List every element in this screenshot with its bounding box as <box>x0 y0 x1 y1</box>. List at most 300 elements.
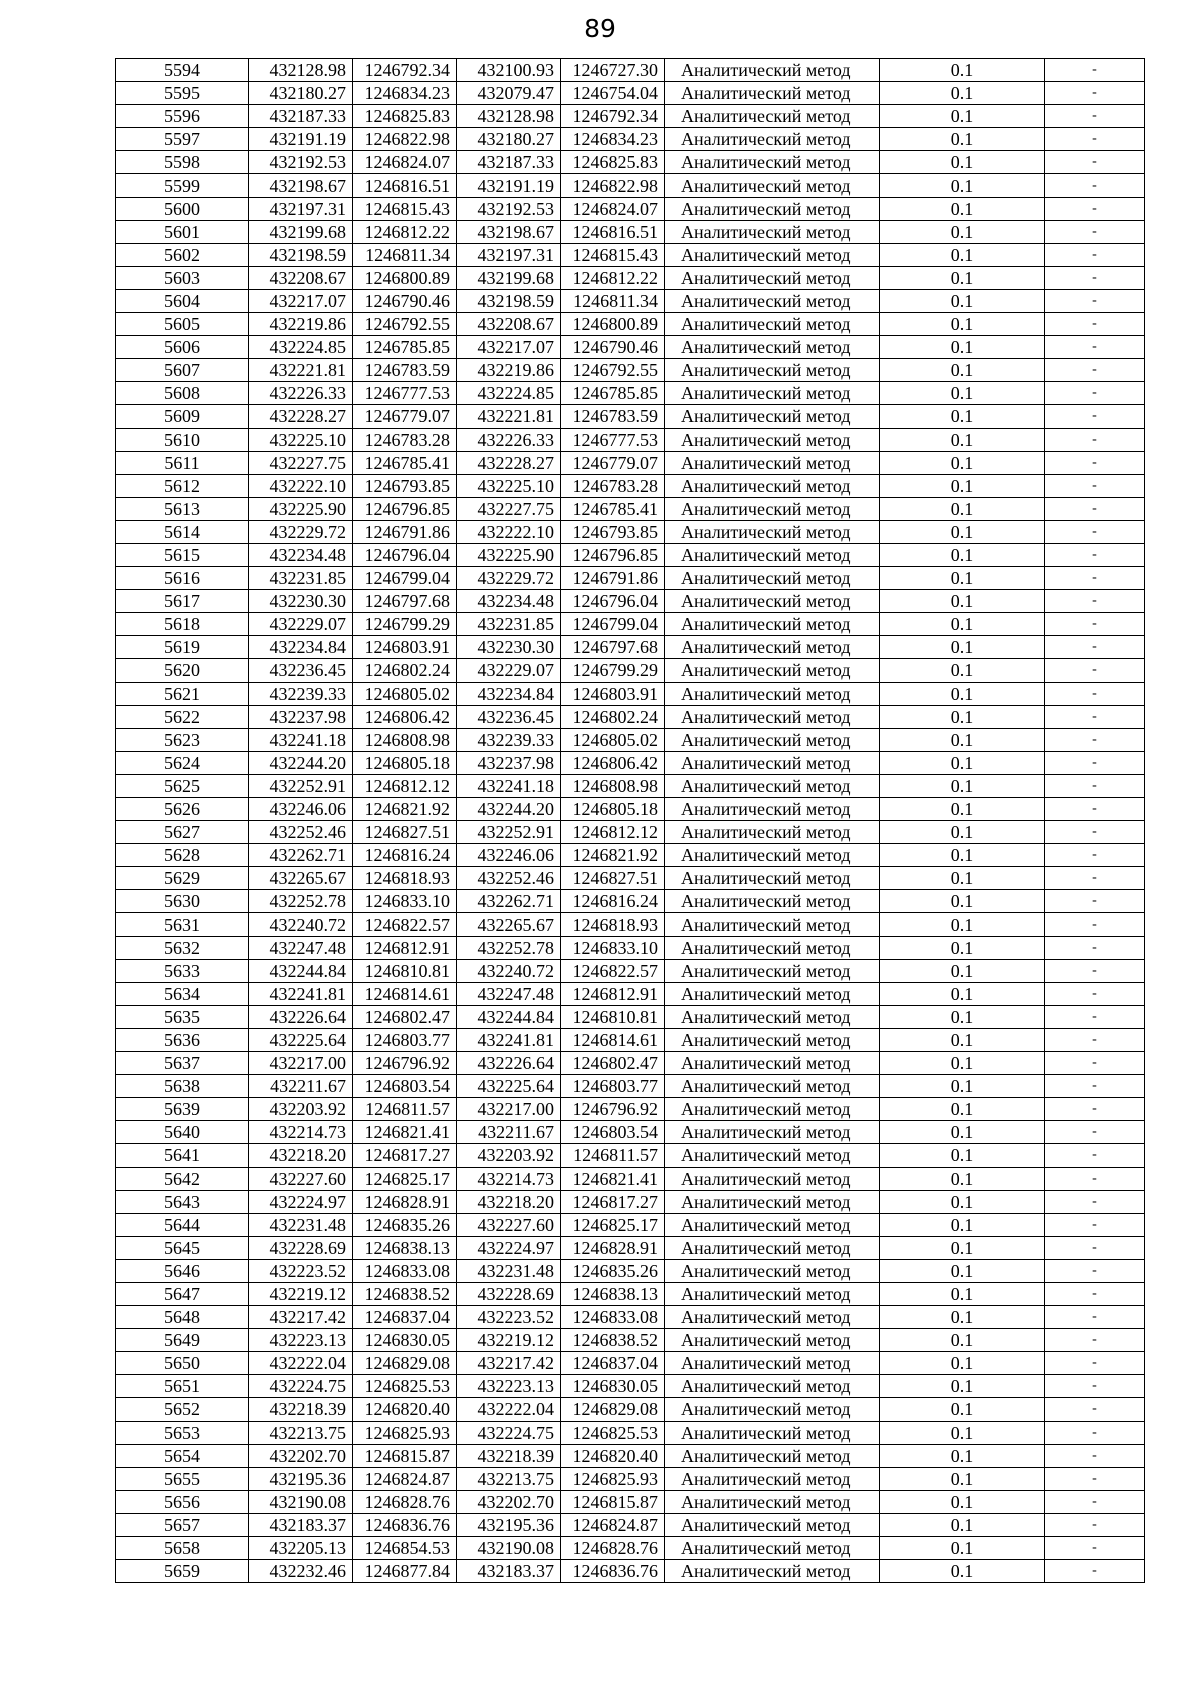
y-coordinate-cell: 1246803.54 <box>353 1075 457 1098</box>
accuracy-cell: 0.1 <box>880 1028 1045 1051</box>
table-row <box>116 336 1145 359</box>
y-coordinate-cell: 1246854.53 <box>353 1537 457 1560</box>
point-number-cell: 5602 <box>116 243 249 266</box>
prev-y-coordinate-cell: 1246812.22 <box>561 266 665 289</box>
method-cell: Аналитический метод <box>665 1513 880 1536</box>
note-cell: - <box>1045 774 1145 797</box>
note-cell: - <box>1045 936 1145 959</box>
x-coordinate-cell: 432252.78 <box>249 890 353 913</box>
prev-y-coordinate-cell: 1246817.27 <box>561 1190 665 1213</box>
accuracy-cell: 0.1 <box>880 1259 1045 1282</box>
method-cell: Аналитический метод <box>665 1167 880 1190</box>
prev-x-coordinate-cell: 432225.64 <box>457 1075 561 1098</box>
prev-y-coordinate-cell: 1246825.17 <box>561 1213 665 1236</box>
prev-x-coordinate-cell: 432226.33 <box>457 428 561 451</box>
table-row <box>116 313 1145 336</box>
accuracy-cell: 0.1 <box>880 336 1045 359</box>
table-row <box>116 890 1145 913</box>
prev-x-coordinate-cell: 432239.33 <box>457 728 561 751</box>
table-row <box>116 728 1145 751</box>
table-row <box>116 1190 1145 1213</box>
y-coordinate-cell: 1246805.02 <box>353 682 457 705</box>
prev-y-coordinate-cell: 1246821.92 <box>561 844 665 867</box>
coordinates-table <box>115 58 1145 1583</box>
x-coordinate-cell: 432239.33 <box>249 682 353 705</box>
x-coordinate-cell: 432183.37 <box>249 1513 353 1536</box>
method-cell: Аналитический метод <box>665 867 880 890</box>
note-cell: - <box>1045 497 1145 520</box>
y-coordinate-cell: 1246792.55 <box>353 313 457 336</box>
x-coordinate-cell: 432219.86 <box>249 313 353 336</box>
point-number-cell: 5620 <box>116 659 249 682</box>
x-coordinate-cell: 432224.75 <box>249 1375 353 1398</box>
note-cell: - <box>1045 1236 1145 1259</box>
prev-y-coordinate-cell: 1246785.41 <box>561 497 665 520</box>
point-number-cell: 5654 <box>116 1444 249 1467</box>
accuracy-cell: 0.1 <box>880 1537 1045 1560</box>
point-number-cell: 5656 <box>116 1490 249 1513</box>
x-coordinate-cell: 432221.81 <box>249 359 353 382</box>
y-coordinate-cell: 1246824.07 <box>353 151 457 174</box>
y-coordinate-cell: 1246799.04 <box>353 567 457 590</box>
table-row <box>116 1375 1145 1398</box>
method-cell: Аналитический метод <box>665 1075 880 1098</box>
prev-x-coordinate-cell: 432217.42 <box>457 1352 561 1375</box>
method-cell: Аналитический метод <box>665 1329 880 1352</box>
accuracy-cell: 0.1 <box>880 1098 1045 1121</box>
prev-x-coordinate-cell: 432265.67 <box>457 913 561 936</box>
y-coordinate-cell: 1246815.43 <box>353 197 457 220</box>
y-coordinate-cell: 1246821.41 <box>353 1121 457 1144</box>
method-cell: Аналитический метод <box>665 543 880 566</box>
prev-x-coordinate-cell: 432224.75 <box>457 1421 561 1444</box>
prev-y-coordinate-cell: 1246816.24 <box>561 890 665 913</box>
accuracy-cell: 0.1 <box>880 936 1045 959</box>
method-cell: Аналитический метод <box>665 890 880 913</box>
point-number-cell: 5625 <box>116 774 249 797</box>
method-cell: Аналитический метод <box>665 1144 880 1167</box>
x-coordinate-cell: 432240.72 <box>249 913 353 936</box>
point-number-cell: 5613 <box>116 497 249 520</box>
note-cell: - <box>1045 1213 1145 1236</box>
x-coordinate-cell: 432226.64 <box>249 1005 353 1028</box>
note-cell: - <box>1045 105 1145 128</box>
accuracy-cell: 0.1 <box>880 359 1045 382</box>
method-cell: Аналитический метод <box>665 174 880 197</box>
table-row <box>116 590 1145 613</box>
y-coordinate-cell: 1246812.12 <box>353 774 457 797</box>
method-cell: Аналитический метод <box>665 1259 880 1282</box>
method-cell: Аналитический метод <box>665 728 880 751</box>
method-cell: Аналитический метод <box>665 751 880 774</box>
method-cell: Аналитический метод <box>665 636 880 659</box>
point-number-cell: 5643 <box>116 1190 249 1213</box>
prev-x-coordinate-cell: 432213.75 <box>457 1467 561 1490</box>
method-cell: Аналитический метод <box>665 451 880 474</box>
y-coordinate-cell: 1246812.22 <box>353 220 457 243</box>
x-coordinate-cell: 432246.06 <box>249 798 353 821</box>
y-coordinate-cell: 1246779.07 <box>353 405 457 428</box>
x-coordinate-cell: 432231.48 <box>249 1213 353 1236</box>
x-coordinate-cell: 432190.08 <box>249 1490 353 1513</box>
point-number-cell: 5648 <box>116 1306 249 1329</box>
prev-y-coordinate-cell: 1246828.91 <box>561 1236 665 1259</box>
table-row <box>116 243 1145 266</box>
prev-y-coordinate-cell: 1246791.86 <box>561 567 665 590</box>
prev-x-coordinate-cell: 432252.46 <box>457 867 561 890</box>
prev-y-coordinate-cell: 1246829.08 <box>561 1398 665 1421</box>
note-cell: - <box>1045 751 1145 774</box>
prev-y-coordinate-cell: 1246803.91 <box>561 682 665 705</box>
prev-y-coordinate-cell: 1246796.92 <box>561 1098 665 1121</box>
accuracy-cell: 0.1 <box>880 613 1045 636</box>
x-coordinate-cell: 432128.98 <box>249 59 353 82</box>
accuracy-cell: 0.1 <box>880 382 1045 405</box>
prev-x-coordinate-cell: 432246.06 <box>457 844 561 867</box>
x-coordinate-cell: 432226.33 <box>249 382 353 405</box>
point-number-cell: 5653 <box>116 1421 249 1444</box>
prev-x-coordinate-cell: 432252.78 <box>457 936 561 959</box>
point-number-cell: 5610 <box>116 428 249 451</box>
y-coordinate-cell: 1246836.76 <box>353 1513 457 1536</box>
y-coordinate-cell: 1246805.18 <box>353 751 457 774</box>
note-cell: - <box>1045 682 1145 705</box>
table-row <box>116 682 1145 705</box>
prev-y-coordinate-cell: 1246812.91 <box>561 982 665 1005</box>
x-coordinate-cell: 432228.27 <box>249 405 353 428</box>
prev-y-coordinate-cell: 1246815.87 <box>561 1490 665 1513</box>
y-coordinate-cell: 1246817.27 <box>353 1144 457 1167</box>
prev-y-coordinate-cell: 1246834.23 <box>561 128 665 151</box>
point-number-cell: 5607 <box>116 359 249 382</box>
prev-x-coordinate-cell: 432195.36 <box>457 1513 561 1536</box>
prev-y-coordinate-cell: 1246833.08 <box>561 1306 665 1329</box>
table-row <box>116 705 1145 728</box>
accuracy-cell: 0.1 <box>880 1005 1045 1028</box>
table-row <box>116 1306 1145 1329</box>
table-row <box>116 1398 1145 1421</box>
prev-x-coordinate-cell: 432222.04 <box>457 1398 561 1421</box>
table-row <box>116 821 1145 844</box>
point-number-cell: 5595 <box>116 82 249 105</box>
prev-y-coordinate-cell: 1246802.47 <box>561 1052 665 1075</box>
accuracy-cell: 0.1 <box>880 474 1045 497</box>
accuracy-cell: 0.1 <box>880 243 1045 266</box>
table-row <box>116 405 1145 428</box>
method-cell: Аналитический метод <box>665 1121 880 1144</box>
prev-x-coordinate-cell: 432240.72 <box>457 959 561 982</box>
table-row <box>116 1236 1145 1259</box>
note-cell: - <box>1045 1144 1145 1167</box>
y-coordinate-cell: 1246790.46 <box>353 289 457 312</box>
prev-x-coordinate-cell: 432225.90 <box>457 543 561 566</box>
table-row <box>116 151 1145 174</box>
y-coordinate-cell: 1246827.51 <box>353 821 457 844</box>
x-coordinate-cell: 432211.67 <box>249 1075 353 1098</box>
method-cell: Аналитический метод <box>665 959 880 982</box>
prev-y-coordinate-cell: 1246805.18 <box>561 798 665 821</box>
x-coordinate-cell: 432192.53 <box>249 151 353 174</box>
method-cell: Аналитический метод <box>665 220 880 243</box>
table-row <box>116 1467 1145 1490</box>
method-cell: Аналитический метод <box>665 1236 880 1259</box>
prev-y-coordinate-cell: 1246797.68 <box>561 636 665 659</box>
table-row <box>116 1513 1145 1536</box>
y-coordinate-cell: 1246793.85 <box>353 474 457 497</box>
prev-x-coordinate-cell: 432262.71 <box>457 890 561 913</box>
method-cell: Аналитический метод <box>665 1375 880 1398</box>
x-coordinate-cell: 432198.59 <box>249 243 353 266</box>
y-coordinate-cell: 1246796.85 <box>353 497 457 520</box>
y-coordinate-cell: 1246816.24 <box>353 844 457 867</box>
table-row <box>116 1028 1145 1051</box>
note-cell: - <box>1045 289 1145 312</box>
prev-x-coordinate-cell: 432211.67 <box>457 1121 561 1144</box>
prev-x-coordinate-cell: 432223.13 <box>457 1375 561 1398</box>
table-row <box>116 1560 1145 1583</box>
accuracy-cell: 0.1 <box>880 728 1045 751</box>
x-coordinate-cell: 432241.18 <box>249 728 353 751</box>
note-cell: - <box>1045 1306 1145 1329</box>
note-cell: - <box>1045 1052 1145 1075</box>
prev-y-coordinate-cell: 1246754.04 <box>561 82 665 105</box>
accuracy-cell: 0.1 <box>880 1444 1045 1467</box>
accuracy-cell: 0.1 <box>880 890 1045 913</box>
x-coordinate-cell: 432224.85 <box>249 336 353 359</box>
accuracy-cell: 0.1 <box>880 959 1045 982</box>
y-coordinate-cell: 1246796.92 <box>353 1052 457 1075</box>
accuracy-cell: 0.1 <box>880 105 1045 128</box>
prev-x-coordinate-cell: 432224.97 <box>457 1236 561 1259</box>
x-coordinate-cell: 432252.91 <box>249 774 353 797</box>
accuracy-cell: 0.1 <box>880 1190 1045 1213</box>
prev-x-coordinate-cell: 432229.07 <box>457 659 561 682</box>
method-cell: Аналитический метод <box>665 982 880 1005</box>
table-row <box>116 497 1145 520</box>
table-row <box>116 613 1145 636</box>
note-cell: - <box>1045 636 1145 659</box>
prev-y-coordinate-cell: 1246785.85 <box>561 382 665 405</box>
x-coordinate-cell: 432241.81 <box>249 982 353 1005</box>
point-number-cell: 5615 <box>116 543 249 566</box>
method-cell: Аналитический метод <box>665 1398 880 1421</box>
table-row <box>116 1005 1145 1028</box>
x-coordinate-cell: 432199.68 <box>249 220 353 243</box>
point-number-cell: 5618 <box>116 613 249 636</box>
x-coordinate-cell: 432180.27 <box>249 82 353 105</box>
prev-y-coordinate-cell: 1246802.24 <box>561 705 665 728</box>
accuracy-cell: 0.1 <box>880 1467 1045 1490</box>
table-row <box>116 1121 1145 1144</box>
prev-x-coordinate-cell: 432247.48 <box>457 982 561 1005</box>
point-number-cell: 5657 <box>116 1513 249 1536</box>
method-cell: Аналитический метод <box>665 520 880 543</box>
y-coordinate-cell: 1246783.59 <box>353 359 457 382</box>
table-row <box>116 1282 1145 1305</box>
y-coordinate-cell: 1246815.87 <box>353 1444 457 1467</box>
table-row <box>116 266 1145 289</box>
prev-y-coordinate-cell: 1246792.34 <box>561 105 665 128</box>
prev-y-coordinate-cell: 1246810.81 <box>561 1005 665 1028</box>
prev-y-coordinate-cell: 1246824.87 <box>561 1513 665 1536</box>
accuracy-cell: 0.1 <box>880 1121 1045 1144</box>
note-cell: - <box>1045 798 1145 821</box>
method-cell: Аналитический метод <box>665 1537 880 1560</box>
prev-x-coordinate-cell: 432214.73 <box>457 1167 561 1190</box>
y-coordinate-cell: 1246810.81 <box>353 959 457 982</box>
prev-y-coordinate-cell: 1246825.83 <box>561 151 665 174</box>
prev-y-coordinate-cell: 1246790.46 <box>561 336 665 359</box>
accuracy-cell: 0.1 <box>880 1352 1045 1375</box>
note-cell: - <box>1045 128 1145 151</box>
note-cell: - <box>1045 543 1145 566</box>
x-coordinate-cell: 432247.48 <box>249 936 353 959</box>
table-row <box>116 844 1145 867</box>
note-cell: - <box>1045 1167 1145 1190</box>
method-cell: Аналитический метод <box>665 497 880 520</box>
accuracy-cell: 0.1 <box>880 197 1045 220</box>
prev-x-coordinate-cell: 432226.64 <box>457 1052 561 1075</box>
method-cell: Аналитический метод <box>665 382 880 405</box>
prev-x-coordinate-cell: 432241.18 <box>457 774 561 797</box>
note-cell: - <box>1045 474 1145 497</box>
method-cell: Аналитический метод <box>665 313 880 336</box>
accuracy-cell: 0.1 <box>880 428 1045 451</box>
accuracy-cell: 0.1 <box>880 1560 1045 1583</box>
x-coordinate-cell: 432217.42 <box>249 1306 353 1329</box>
method-cell: Аналитический метод <box>665 1560 880 1583</box>
prev-y-coordinate-cell: 1246792.55 <box>561 359 665 382</box>
prev-x-coordinate-cell: 432228.27 <box>457 451 561 474</box>
table-row <box>116 936 1145 959</box>
method-cell: Аналитический метод <box>665 243 880 266</box>
point-number-cell: 5630 <box>116 890 249 913</box>
y-coordinate-cell: 1246808.98 <box>353 728 457 751</box>
table-row <box>116 1490 1145 1513</box>
x-coordinate-cell: 432229.72 <box>249 520 353 543</box>
prev-y-coordinate-cell: 1246811.57 <box>561 1144 665 1167</box>
prev-x-coordinate-cell: 432219.12 <box>457 1329 561 1352</box>
prev-y-coordinate-cell: 1246783.59 <box>561 405 665 428</box>
point-number-cell: 5621 <box>116 682 249 705</box>
prev-x-coordinate-cell: 432208.67 <box>457 313 561 336</box>
point-number-cell: 5616 <box>116 567 249 590</box>
table-row <box>116 543 1145 566</box>
prev-x-coordinate-cell: 432079.47 <box>457 82 561 105</box>
y-coordinate-cell: 1246811.57 <box>353 1098 457 1121</box>
prev-y-coordinate-cell: 1246812.12 <box>561 821 665 844</box>
table-row <box>116 128 1145 151</box>
accuracy-cell: 0.1 <box>880 1329 1045 1352</box>
note-cell: - <box>1045 1375 1145 1398</box>
point-number-cell: 5622 <box>116 705 249 728</box>
y-coordinate-cell: 1246828.76 <box>353 1490 457 1513</box>
point-number-cell: 5608 <box>116 382 249 405</box>
method-cell: Аналитический метод <box>665 1190 880 1213</box>
prev-y-coordinate-cell: 1246820.40 <box>561 1444 665 1467</box>
x-coordinate-cell: 432195.36 <box>249 1467 353 1490</box>
table-row <box>116 798 1145 821</box>
x-coordinate-cell: 432227.75 <box>249 451 353 474</box>
point-number-cell: 5638 <box>116 1075 249 1098</box>
method-cell: Аналитический метод <box>665 1467 880 1490</box>
prev-x-coordinate-cell: 432217.07 <box>457 336 561 359</box>
prev-y-coordinate-cell: 1246835.26 <box>561 1259 665 1282</box>
accuracy-cell: 0.1 <box>880 751 1045 774</box>
prev-x-coordinate-cell: 432219.86 <box>457 359 561 382</box>
point-number-cell: 5611 <box>116 451 249 474</box>
x-coordinate-cell: 432252.46 <box>249 821 353 844</box>
point-number-cell: 5639 <box>116 1098 249 1121</box>
prev-y-coordinate-cell: 1246822.98 <box>561 174 665 197</box>
method-cell: Аналитический метод <box>665 844 880 867</box>
note-cell: - <box>1045 1537 1145 1560</box>
prev-y-coordinate-cell: 1246727.30 <box>561 59 665 82</box>
accuracy-cell: 0.1 <box>880 451 1045 474</box>
accuracy-cell: 0.1 <box>880 1490 1045 1513</box>
note-cell: - <box>1045 1490 1145 1513</box>
prev-y-coordinate-cell: 1246811.34 <box>561 289 665 312</box>
method-cell: Аналитический метод <box>665 359 880 382</box>
table-row <box>116 220 1145 243</box>
table-row <box>116 474 1145 497</box>
prev-y-coordinate-cell: 1246796.04 <box>561 590 665 613</box>
point-number-cell: 5614 <box>116 520 249 543</box>
y-coordinate-cell: 1246822.57 <box>353 913 457 936</box>
table-row <box>116 636 1145 659</box>
note-cell: - <box>1045 520 1145 543</box>
prev-x-coordinate-cell: 432190.08 <box>457 1537 561 1560</box>
note-cell: - <box>1045 243 1145 266</box>
x-coordinate-cell: 432234.84 <box>249 636 353 659</box>
method-cell: Аналитический метод <box>665 405 880 428</box>
note-cell: - <box>1045 59 1145 82</box>
method-cell: Аналитический метод <box>665 936 880 959</box>
method-cell: Аналитический метод <box>665 798 880 821</box>
table-row <box>116 774 1145 797</box>
method-cell: Аналитический метод <box>665 613 880 636</box>
x-coordinate-cell: 432228.69 <box>249 1236 353 1259</box>
accuracy-cell: 0.1 <box>880 844 1045 867</box>
prev-y-coordinate-cell: 1246805.02 <box>561 728 665 751</box>
point-number-cell: 5612 <box>116 474 249 497</box>
x-coordinate-cell: 432187.33 <box>249 105 353 128</box>
y-coordinate-cell: 1246825.53 <box>353 1375 457 1398</box>
note-cell: - <box>1045 1352 1145 1375</box>
note-cell: - <box>1045 382 1145 405</box>
prev-y-coordinate-cell: 1246838.13 <box>561 1282 665 1305</box>
y-coordinate-cell: 1246785.85 <box>353 336 457 359</box>
prev-x-coordinate-cell: 432183.37 <box>457 1560 561 1583</box>
accuracy-cell: 0.1 <box>880 1421 1045 1444</box>
point-number-cell: 5606 <box>116 336 249 359</box>
prev-x-coordinate-cell: 432203.92 <box>457 1144 561 1167</box>
point-number-cell: 5609 <box>116 405 249 428</box>
prev-x-coordinate-cell: 432225.10 <box>457 474 561 497</box>
x-coordinate-cell: 432205.13 <box>249 1537 353 1560</box>
y-coordinate-cell: 1246806.42 <box>353 705 457 728</box>
table-row <box>116 289 1145 312</box>
accuracy-cell: 0.1 <box>880 520 1045 543</box>
table-row <box>116 1421 1145 1444</box>
y-coordinate-cell: 1246877.84 <box>353 1560 457 1583</box>
accuracy-cell: 0.1 <box>880 174 1045 197</box>
note-cell: - <box>1045 151 1145 174</box>
x-coordinate-cell: 432224.97 <box>249 1190 353 1213</box>
prev-y-coordinate-cell: 1246814.61 <box>561 1028 665 1051</box>
accuracy-cell: 0.1 <box>880 821 1045 844</box>
accuracy-cell: 0.1 <box>880 636 1045 659</box>
